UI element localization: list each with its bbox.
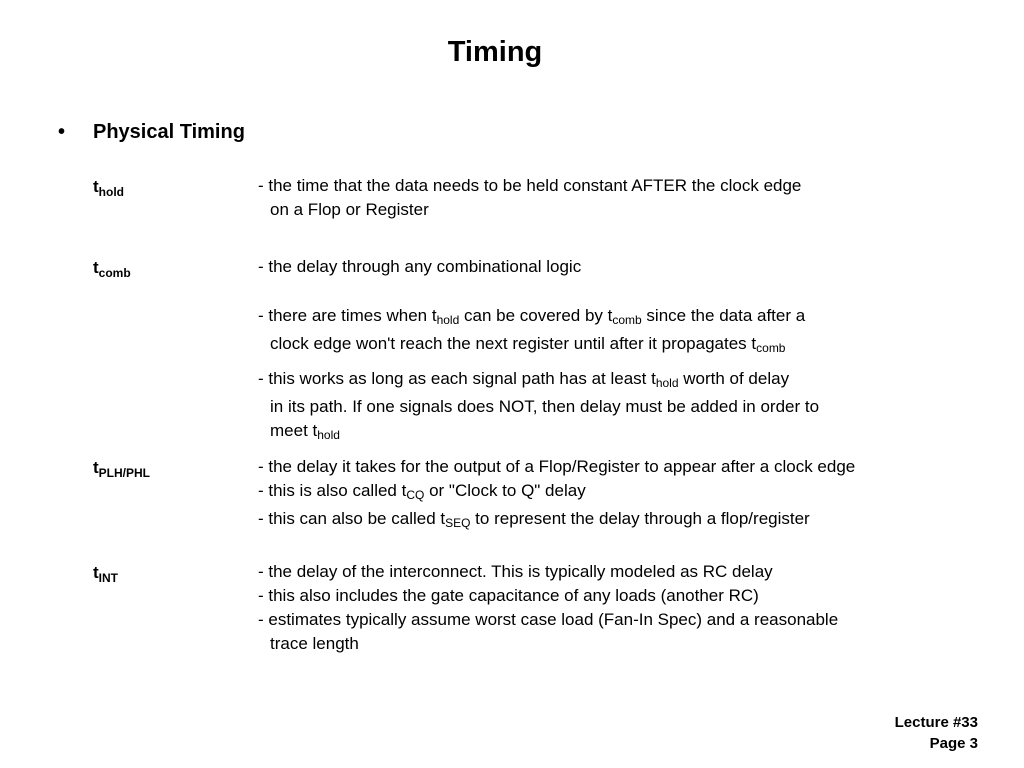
thold-line-1: - the time that the data needs to be held constant AFTER the clock edge: [258, 176, 802, 195]
tint-line-4: trace length: [270, 634, 359, 653]
text-segment: - this is also called t: [258, 481, 407, 500]
term-subscript: hold: [98, 185, 124, 199]
subscript: hold: [655, 376, 679, 390]
text-segment: - there are times when t: [258, 306, 437, 325]
term-thold: [93, 177, 124, 199]
subscript: SEQ: [445, 516, 471, 530]
term-base: t: [93, 258, 99, 277]
term-tint: [93, 563, 118, 585]
page-number: Page 3: [929, 735, 978, 752]
tplh-description: [258, 455, 855, 535]
tcomb-p2-line-1: [258, 304, 805, 332]
term-subscript: INT: [98, 571, 119, 585]
subscript: comb: [756, 341, 786, 355]
term-subscript: comb: [98, 266, 131, 280]
tcomb-p3-line-2: in its path. If one signals does NOT, then delay must be added in order to: [270, 397, 820, 416]
text-segment: since the data after a: [641, 306, 806, 325]
text-segment: to represent the delay through a flop/register: [470, 509, 810, 528]
text-segment: - this works as long as each signal path has at least t: [258, 369, 656, 388]
text-segment: - this can also be called t: [258, 509, 446, 528]
tint-description: [258, 560, 838, 656]
term-tcomb: [93, 258, 131, 280]
thold-line-2: on a Flop or Register: [270, 200, 429, 219]
section-heading: Physical Timing: [93, 121, 245, 143]
tcomb-p3-line-3: [258, 419, 819, 447]
text-segment: or "Clock to Q" delay: [424, 481, 586, 500]
tplh-line-2: [258, 479, 855, 507]
text-segment: meet t: [270, 421, 318, 440]
subscript: CQ: [406, 488, 425, 502]
tint-line-2: - this also includes the gate capacitance of any loads (another RC): [258, 586, 759, 605]
subscript: hold: [436, 313, 460, 327]
term-tplh: [93, 458, 150, 480]
tcomb-line-1: - the delay through any combinational logic: [258, 257, 582, 276]
tplh-line-3: [258, 507, 855, 535]
text-segment: can be covered by t: [459, 306, 613, 325]
term-subscript: PLH/PHL: [98, 466, 151, 480]
slide-footer: [895, 712, 978, 754]
term-base: t: [93, 563, 99, 582]
text-segment: worth of delay: [678, 369, 790, 388]
tcomb-p3-line-1: [258, 367, 819, 395]
term-base: t: [93, 458, 99, 477]
slide-title: Timing: [447, 36, 543, 68]
text-segment: clock edge won't reach the next register until after it propagates t: [270, 334, 757, 353]
tcomb-description-3: [258, 367, 819, 447]
thold-description: [258, 174, 801, 222]
tint-line-3: - estimates typically assume worst case load (Fan-In Spec) and a reasonable: [258, 610, 839, 629]
lecture-number: Lecture #33: [894, 714, 978, 731]
subscript: comb: [612, 313, 642, 327]
tint-line-1: - the delay of the interconnect. This is typically modeled as RC delay: [258, 562, 773, 581]
tcomb-p2-line-2: [258, 332, 805, 360]
subscript: hold: [317, 428, 340, 442]
term-base: t: [93, 177, 99, 196]
bullet-icon: •: [58, 121, 66, 143]
tcomb-description-2: [258, 304, 805, 360]
tcomb-description-1: [258, 255, 581, 279]
tplh-line-1: - the delay it takes for the output of a Flop/Register to appear after a clock edge: [258, 457, 856, 476]
